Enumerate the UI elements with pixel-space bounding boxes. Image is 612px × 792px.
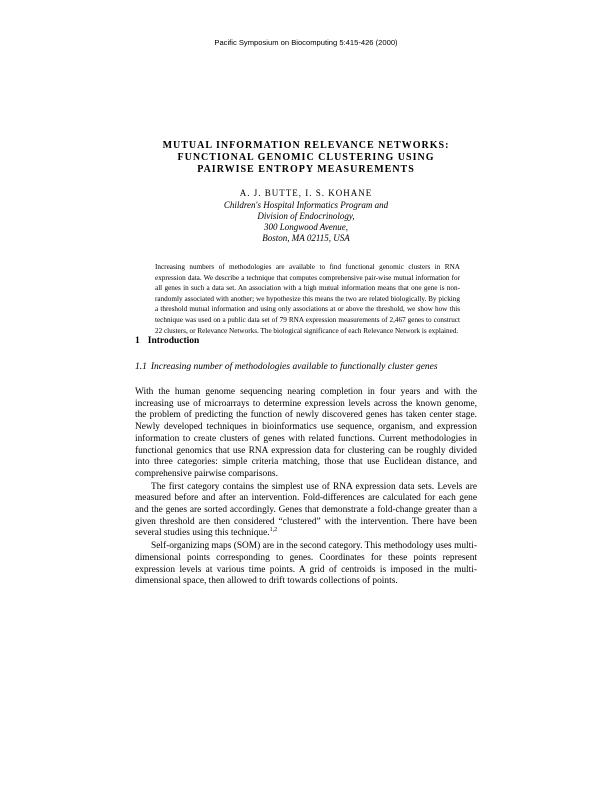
title-line: FUNCTIONAL GENOMIC CLUSTERING USING: [177, 152, 435, 163]
subsection-heading: [135, 362, 438, 372]
body-text: [135, 387, 477, 588]
affiliation: [110, 200, 502, 244]
section-title: Introduction: [147, 336, 200, 346]
subsection-title: Increasing number of methodologies available to functionally cluster genes: [150, 362, 438, 372]
affiliation-line: Children's Hospital Informatics Program and: [223, 200, 389, 210]
affiliation-line: Division of Endocrinology,: [257, 211, 355, 221]
affiliation-line: 300 Longwood Avenue,: [263, 222, 349, 232]
subsection-number: 1.1: [135, 362, 147, 372]
section-heading: [135, 336, 199, 346]
paper-title: [110, 140, 502, 176]
title-line: PAIRWISE ENTROPY MEASUREMENTS: [197, 164, 415, 175]
section-number: 1: [135, 336, 140, 346]
running-head: Pacific Symposium on Biocomputing 5:415-426 (2000): [214, 38, 398, 47]
paragraph-text: The first category contains the simplest use of RNA expression data sets. Levels are measured before and after an intervention. Fold-differences are calculated for each gene and the genes are sorted accordingly. Genes that demonstrate a fold-change greater than a given threshold are then considered “clustered” with the intervention. There have been several studies using this technique.: [135, 481, 477, 539]
paragraph: Self-organizing maps (SOM) are in the second category. This methodology uses multi-dimensional points corresponding to genes. Coordinates for these points represent expression levels at various time points. A grid of centroids is imposed in the multi-dimensional space, then allowed to drift towards collections of points.: [135, 541, 477, 587]
abstract: Increasing numbers of methodologies are available to find functional genomic clusters in RNA expression data. We describe a technique that computes comprehensive pair-wise mutual information for all genes in such a data set. An association with a high mutual information means that one gene is non-randomly associated with another; we hypothesize this means the two are related biologically. By picking a threshold mutual information and using only associations at or above the threshold, we show how this technique was used on a public data set of 79 RNA expression measurements of 2,467 genes to construct 22 clusters, or Relevance Networks. The biological significance of each Relevance Network is explained.: [155, 263, 460, 335]
title-line: MUTUAL INFORMATION RELEVANCE NETWORKS:: [162, 140, 450, 151]
paragraph: [135, 482, 477, 541]
affiliation-line: Boston, MA 02115, USA: [262, 233, 350, 243]
authors: A. J. BUTTE, I. S. KOHANE: [239, 188, 373, 198]
paragraph: With the human genome sequencing nearing completion in four years and with the increasing use of microarrays to determine expression levels across the known genome, the problem of predicting the function of newly discovered genes has taken center stage. Newly developed techniques in bioinformatics use sequence, organism, and expression information to create clusters of genes with related functions. Current methodologies in functional genomics that use RNA expression data for clustering can be roughly divided into three categories: simple criteria matching, those that use Euclidean distance, and comprehensive pairwise comparisons.: [135, 387, 477, 479]
citation-refs: 1,2: [269, 527, 278, 534]
